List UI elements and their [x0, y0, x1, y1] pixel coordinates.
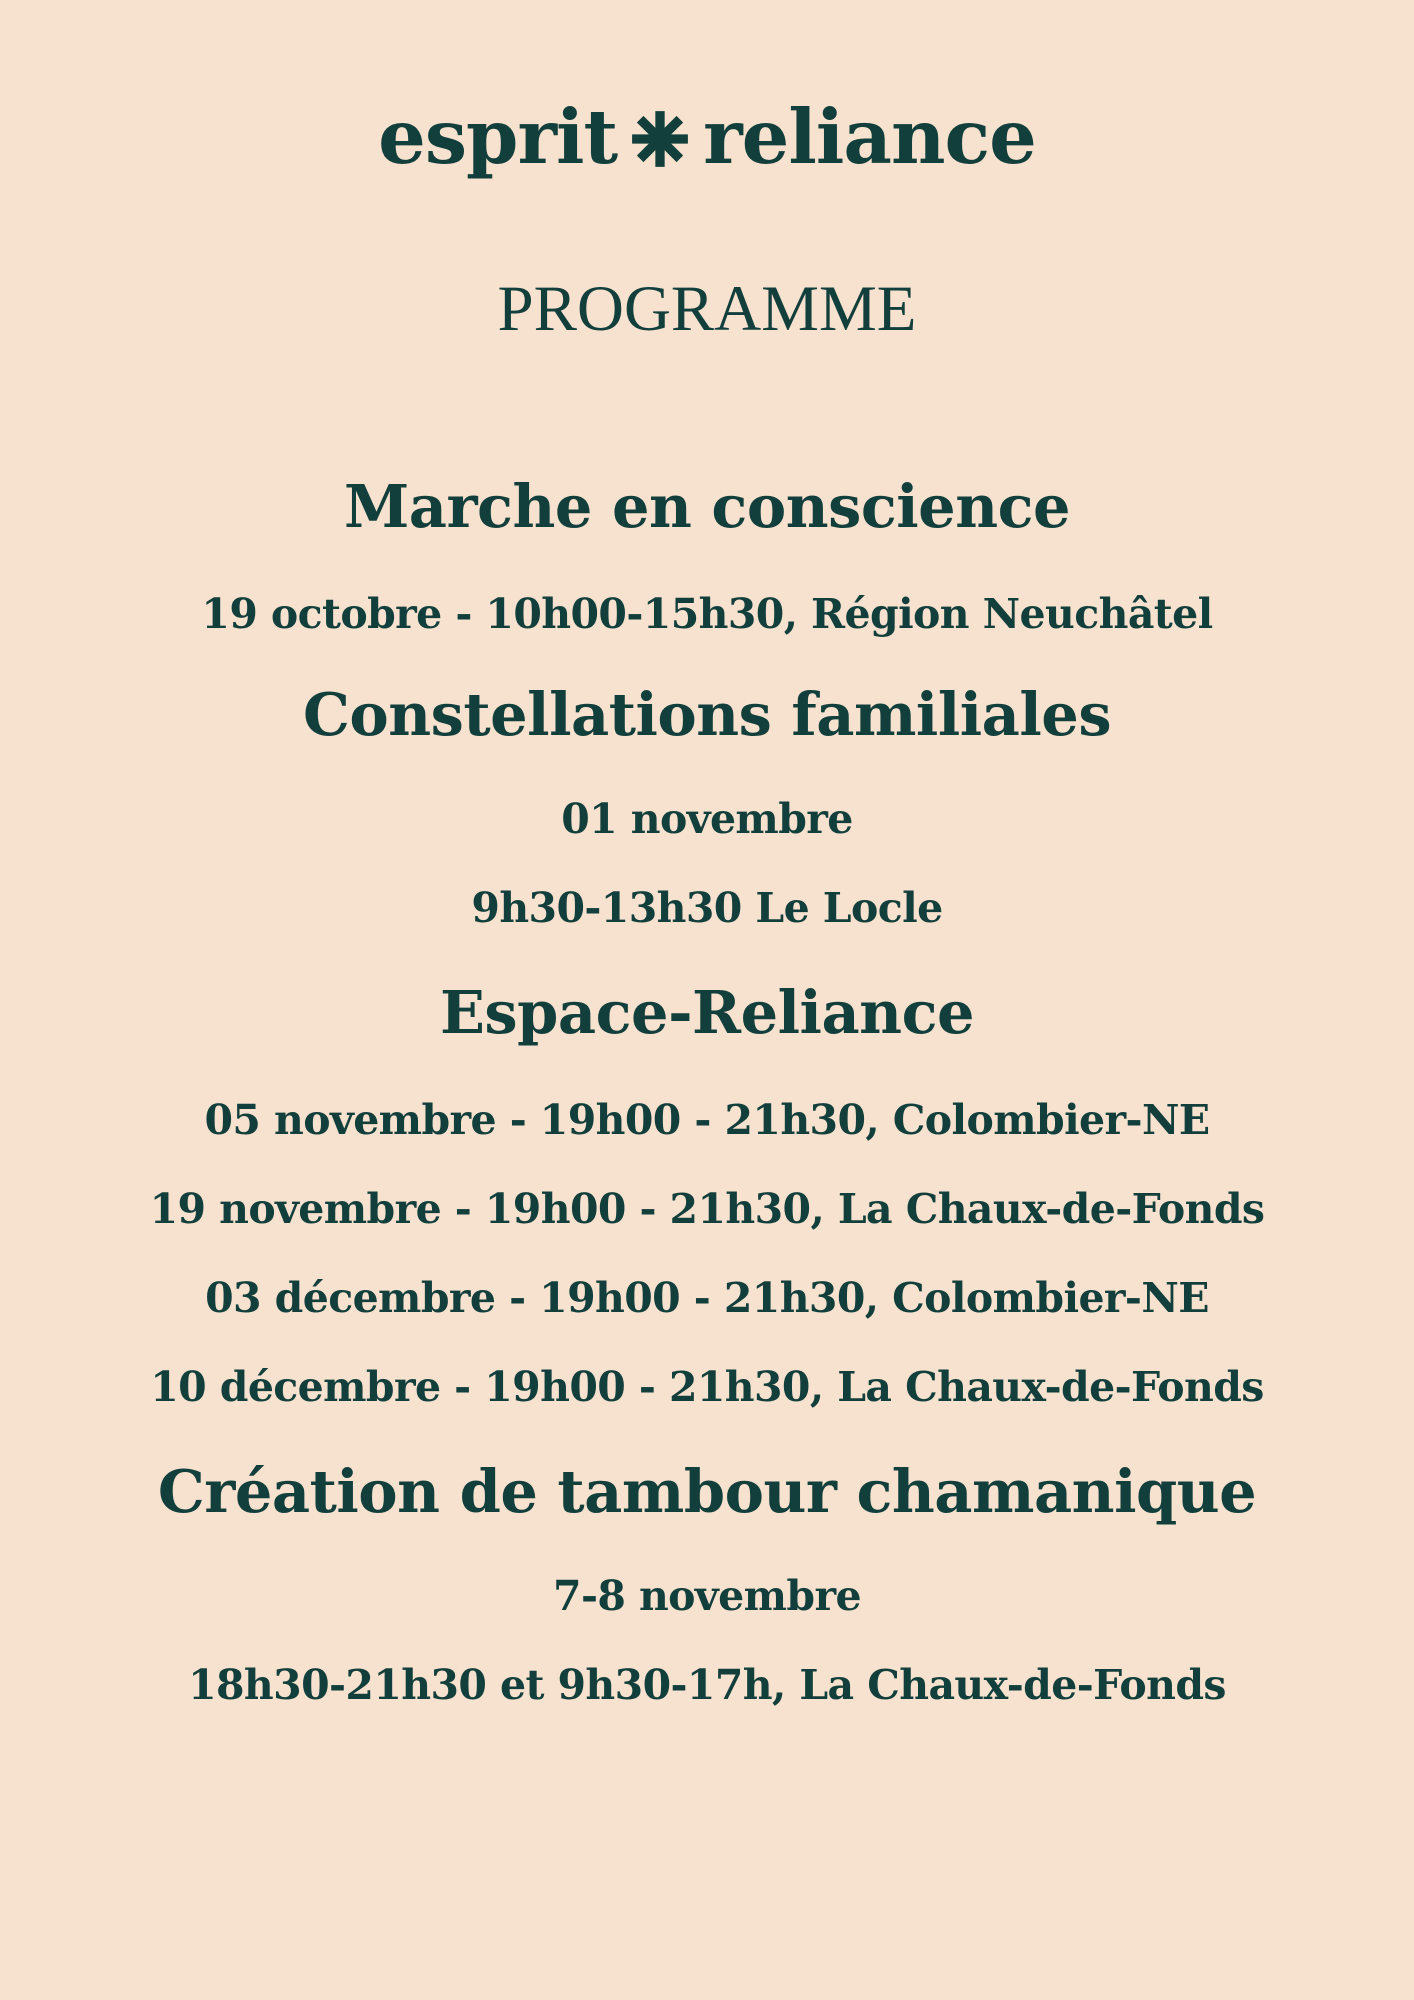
event-title-tambour: Création de tambour chamanique [157, 1457, 1257, 1526]
brand-logo [0, 92, 1414, 182]
event-detail-line: 10 décembre - 19h00 - 21h30, La Chaux-de-Fonds [150, 1363, 1264, 1411]
event-detail-line: 05 novembre - 19h00 - 21h30, Colombier-NE [204, 1096, 1210, 1144]
event-detail-line: 18h30-21h30 et 9h30-17h, La Chaux-de-Fonds [188, 1661, 1226, 1709]
event-detail-line: 19 novembre - 19h00 - 21h30, La Chaux-de-Fonds [149, 1185, 1265, 1233]
brand-word-left: esprit [378, 92, 618, 181]
event-detail-line: 9h30-13h30 Le Locle [471, 884, 943, 932]
event-title-espace-reliance: Espace-Reliance [439, 978, 975, 1047]
event-title-marche: Marche en conscience [343, 472, 1071, 541]
event-detail-line: 19 octobre - 10h00-15h30, Région Neuchâtel [201, 590, 1213, 638]
page-title: PROGRAMME [497, 273, 917, 345]
event-title-constellations: Constellations familiales [302, 680, 1112, 749]
event-detail-line: 03 décembre - 19h00 - 21h30, Colombier-NE [205, 1274, 1209, 1322]
brand-word-right: reliance [703, 92, 1036, 181]
asterisk-icon [629, 108, 691, 170]
event-detail-line: 01 novembre [561, 795, 853, 843]
event-detail-line: 7-8 novembre [553, 1572, 861, 1620]
